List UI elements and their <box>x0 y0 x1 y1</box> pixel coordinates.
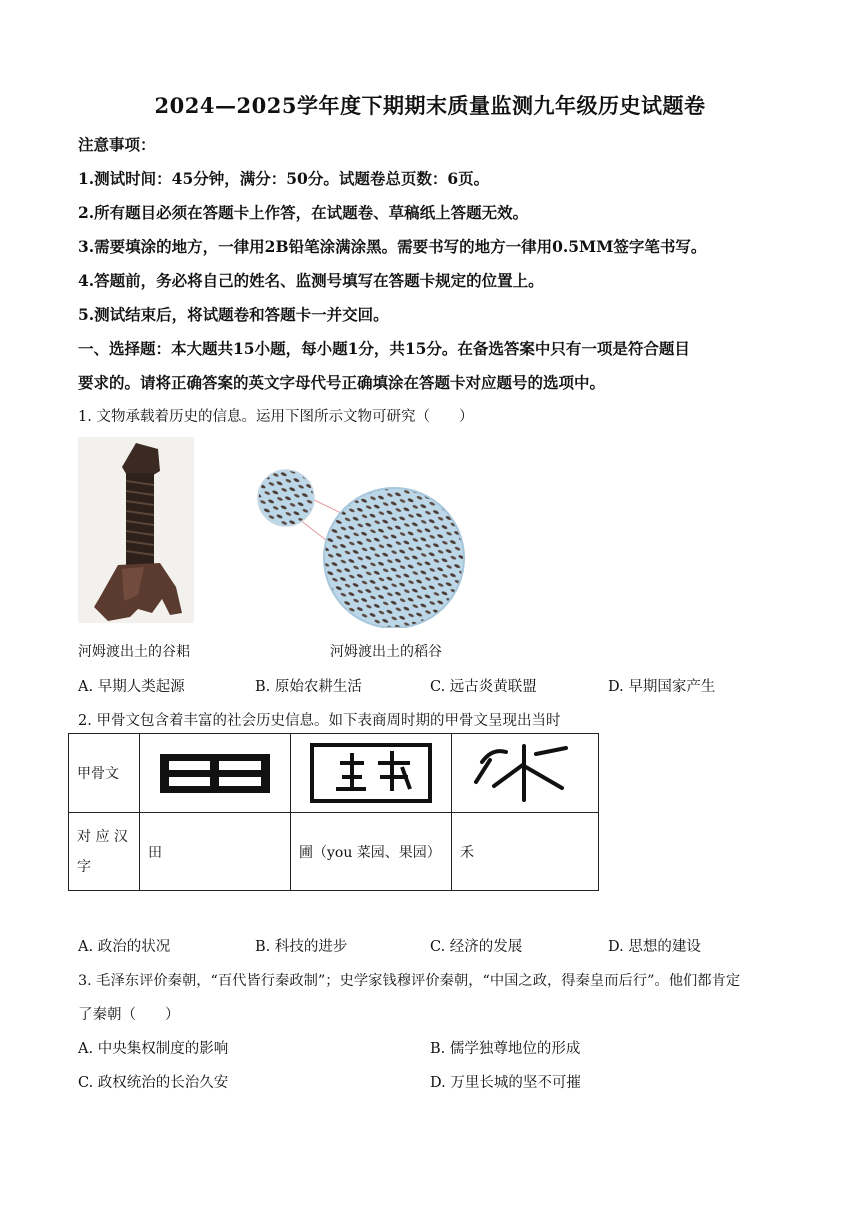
notice-item-2: 2.所有题目必须在答题卡上作答，在试题卷、草稿纸上答题无效。 <box>78 203 529 222</box>
rice-grains-photo <box>256 458 466 628</box>
q2-option-b[interactable]: B. 科技的进步 <box>255 939 348 955</box>
oracle-char-he <box>452 734 599 813</box>
question-3-stem-line-1: 3. 毛泽东评价秦朝，“百代皆行秦政制”；史学家钱穆评价秦朝，“中国之政，得秦皇而后行”。他们都肯定 <box>78 973 741 989</box>
notice-item-3: 3.需要填涂的地方，一律用2B铅笔涂满涂黑。需要书写的地方一律用0.5MM签字笔书写。 <box>78 237 707 256</box>
oracle-row-header: 甲骨文 <box>69 734 140 813</box>
hanzi-header-line-2: 字 <box>77 858 91 875</box>
caption-gusi: 河姆渡出土的谷耜 <box>78 644 190 660</box>
oracle-char-tian <box>140 734 291 813</box>
question-3-stem-line-2: 了秦朝（ ） <box>78 1007 180 1023</box>
notice-item-4: 4.答题前，务必将自己的姓名、监测号填写在答题卡规定的位置上。 <box>78 271 544 290</box>
oracle-char-pu <box>291 734 452 813</box>
section-instruction-line-2: 要求的。请将正确答案的英文字母代号正确填涂在答题卡对应题号的选项中。 <box>78 373 606 392</box>
hanzi-header-line-1: 对 应 汉 <box>77 828 128 845</box>
question-2-stem: 2. 甲骨文包含着丰富的社会历史信息。如下表商周时期的甲骨文呈现出当时 <box>78 713 561 729</box>
q1-option-b[interactable]: B. 原始农耕生活 <box>255 679 362 695</box>
page-title: 2024—2025学年度下期期末质量监测九年级历史试题卷 <box>154 93 706 118</box>
q2-option-d[interactable]: D. 思想的建设 <box>608 939 701 955</box>
q3-option-a[interactable]: A. 中央集权制度的影响 <box>78 1041 229 1057</box>
q1-option-c[interactable]: C. 远古炎黄联盟 <box>430 679 537 695</box>
notice-item-5: 5.测试结束后，将试题卷和答题卡一并交回。 <box>78 305 389 324</box>
q3-option-c[interactable]: C. 政权统治的长治久安 <box>78 1075 229 1091</box>
q3-option-d[interactable]: D. 万里长城的坚不可摧 <box>430 1075 581 1091</box>
question-1-stem: 1. 文物承载着历史的信息。运用下图所示文物可研究（ ） <box>78 409 474 425</box>
q2-option-a[interactable]: A. 政治的状况 <box>78 939 171 955</box>
oracle-tian-glyph <box>156 750 274 796</box>
q3-option-b[interactable]: B. 儒学独尊地位的形成 <box>430 1041 581 1057</box>
hanzi-tian: 田 <box>140 813 291 891</box>
notice-heading: 注意事项： <box>78 135 156 154</box>
gusi-tool-photo <box>78 437 194 623</box>
hanzi-row-header <box>69 813 140 891</box>
oracle-bone-table <box>68 733 599 891</box>
section-instruction-line-1: 一、选择题：本大题共15小题，每小题1分，共15分。在备选答案中只有一项是符合题目 <box>78 339 690 358</box>
caption-rice: 河姆渡出土的稻谷 <box>330 644 442 660</box>
oracle-pu-glyph <box>306 741 436 805</box>
notice-item-1: 1.测试时间：45分钟，满分：50分。试题卷总页数：6页。 <box>78 169 490 188</box>
hanzi-pu: 圃（you 菜园、果园） <box>291 813 452 891</box>
q1-option-a[interactable]: A. 早期人类起源 <box>78 679 185 695</box>
hanzi-he: 禾 <box>452 813 599 891</box>
q2-option-c[interactable]: C. 经济的发展 <box>430 939 523 955</box>
q1-option-d[interactable]: D. 早期国家产生 <box>608 679 716 695</box>
oracle-he-glyph <box>466 742 584 804</box>
